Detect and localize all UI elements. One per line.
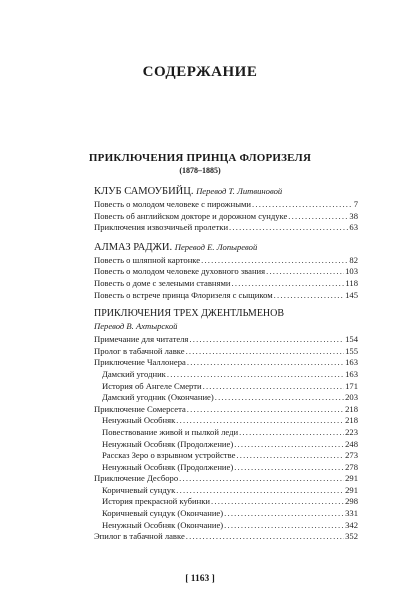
toc-entry-page: 298 [345,496,358,507]
part-entries [94,334,358,543]
toc-entry [94,485,358,497]
table-of-contents [94,184,358,543]
part-heading [94,307,358,321]
toc-entry [94,266,358,278]
toc-entry-title: Ненужный Особняк (Продолжение) [102,438,234,449]
toc-entry [94,415,358,427]
toc-entry [94,439,358,451]
toc-entry-page: 163 [345,357,358,368]
toc-leader-dots [234,462,344,474]
toc-entry [94,531,358,543]
toc-entry [94,450,358,462]
toc-entry-title: История прекрасной кубинки [102,496,210,507]
toc-entry [94,508,358,520]
toc-leader-dots [167,369,344,381]
toc-entry [94,392,358,404]
toc-leader-dots [224,520,344,532]
toc-entry-title: Приключение Чаллонера [94,357,186,368]
toc-leader-dots [239,427,344,439]
toc-leader-dots [176,415,344,427]
toc-leader-dots [252,199,353,211]
section-years: (1878–1885) [179,166,221,175]
toc-entry-title: Примечание для читателя [94,334,189,345]
page-number: [ 1163 ] [185,574,215,584]
toc-entry-page: 118 [345,277,358,288]
toc-entry [94,381,358,393]
part-heading [94,184,358,199]
toc-entry [94,255,358,267]
toc-entry-title: Приключения извозчичьей пролетки [94,222,229,233]
toc-entry-title: Приключение Сомерсета [94,403,186,414]
toc-entry-title: Коричневый сундук (Окончание) [102,508,224,519]
toc-entry-title: Повесть о встрече принца Флоризеля с сыщиком [94,289,273,300]
section-heading: ПРИКЛЮЧЕНИЯ ПРИНЦА ФЛОРИЗЕЛЯ [88,152,312,164]
toc-leader-dots [232,278,345,290]
part-title: КЛУБ САМОУБИЙЦ. [94,186,194,197]
toc-entry-title: Эпилог в табачной лавке [94,531,185,542]
toc-entry-title: Повесть о шляпной картонке [94,254,201,265]
part-entries [94,199,358,234]
toc-entry-page: 291 [345,484,358,495]
toc-entry-page: 248 [345,438,358,449]
toc-entry-title: Дамский угодник (Окончание) [102,392,214,403]
toc-entry-page: 163 [345,368,358,379]
part-title: АЛМАЗ РАДЖИ. [94,241,173,253]
toc-leader-dots [203,381,345,393]
toc-leader-dots [266,266,344,278]
toc-entry [94,496,358,508]
toc-entry-page: 38 [349,210,358,221]
toc-entry-page: 103 [345,266,358,277]
toc-entry-title: Повествование живой и пылкой леди [102,426,239,437]
toc-entry [94,199,358,211]
toc-leader-dots [186,346,345,358]
toc-entry-title: Ненужный Особняк (Окончание) [102,519,224,530]
part-translator: Перевод Е. Лопыревой [174,241,258,252]
toc-entry [94,404,358,416]
toc-entry-title: Дамский угодник [102,368,166,379]
toc-leader-dots [274,290,344,302]
toc-entry [94,462,358,474]
toc-entry-title: Ненужный Особняк [102,415,176,426]
toc-entry-page: 273 [345,450,358,461]
part-heading [94,240,358,255]
toc-entry-page: 291 [345,473,358,484]
toc-entry-title: Повесть о доме с зелеными ставнями [94,277,231,288]
toc-entry-title: Пролог в табачной лавке [94,345,185,356]
toc-entry-page: 218 [345,415,358,426]
toc-entry-page: 155 [345,345,358,356]
toc-entry [94,290,358,302]
toc-leader-dots [234,439,344,451]
toc-entry [94,278,358,290]
toc-leader-dots [179,473,344,485]
part-title: ПРИКЛЮЧЕНИЯ ТРЕХ ДЖЕНТЛЬМЕНОВ [94,308,285,320]
page-title: СОДЕРЖАНИЕ [142,64,258,80]
toc-leader-dots [236,450,344,462]
toc-entry-page: 145 [345,289,358,300]
toc-entry-title: Рассказ Зеро о взрывном устройстве [102,450,236,461]
part-entries [94,255,358,301]
toc-entry-page: 342 [345,519,358,530]
toc-entry-title: История об Ангеле Смерти [102,380,202,391]
toc-entry-page: 218 [345,403,358,414]
toc-entry-page: 352 [345,531,358,542]
toc-entry-page: 82 [349,254,358,265]
toc-entry [94,473,358,485]
toc-entry-page: 63 [349,222,358,233]
toc-entry [94,222,358,234]
toc-entry-page: 223 [345,426,358,437]
toc-entry [94,346,358,358]
toc-leader-dots [224,508,344,520]
toc-entry-title: Коричневый сундук [102,484,176,495]
toc-leader-dots [187,357,344,369]
toc-entry [94,357,358,369]
toc-leader-dots [215,392,344,404]
toc-entry-page: 278 [345,461,358,472]
toc-entry [94,334,358,346]
toc-entry-title: Приключение Десборо [94,473,179,484]
part-translator: Перевод В. Ахтырской [94,321,178,332]
toc-leader-dots [201,255,348,267]
part-translator: Перевод Т. Литвиновой [196,186,283,196]
toc-entry-title: Повесть об английском докторе и дорожном сундуке [94,210,288,221]
toc-leader-dots [211,496,344,508]
toc-entry [94,427,358,439]
toc-entry-title: Повесть о молодом человеке с пирожными [94,199,252,209]
toc-entry [94,369,358,381]
toc-leader-dots [186,531,344,543]
toc-entry-page: 7 [353,199,358,209]
toc-leader-dots [176,485,344,497]
toc-leader-dots [187,404,344,416]
toc-entry-title: Ненужный Особняк (Продолжение) [102,461,234,472]
toc-entry-page: 154 [345,334,358,345]
toc-leader-dots [288,211,348,223]
toc-entry-page: 171 [345,380,358,391]
toc-leader-dots [189,334,344,346]
toc-entry-title: Повесть о молодом человеке духовного звания [94,266,266,277]
toc-entry-page: 203 [345,392,358,403]
toc-leader-dots [229,222,348,234]
toc-entry [94,211,358,223]
toc-entry [94,520,358,532]
toc-entry-page: 331 [345,508,358,519]
